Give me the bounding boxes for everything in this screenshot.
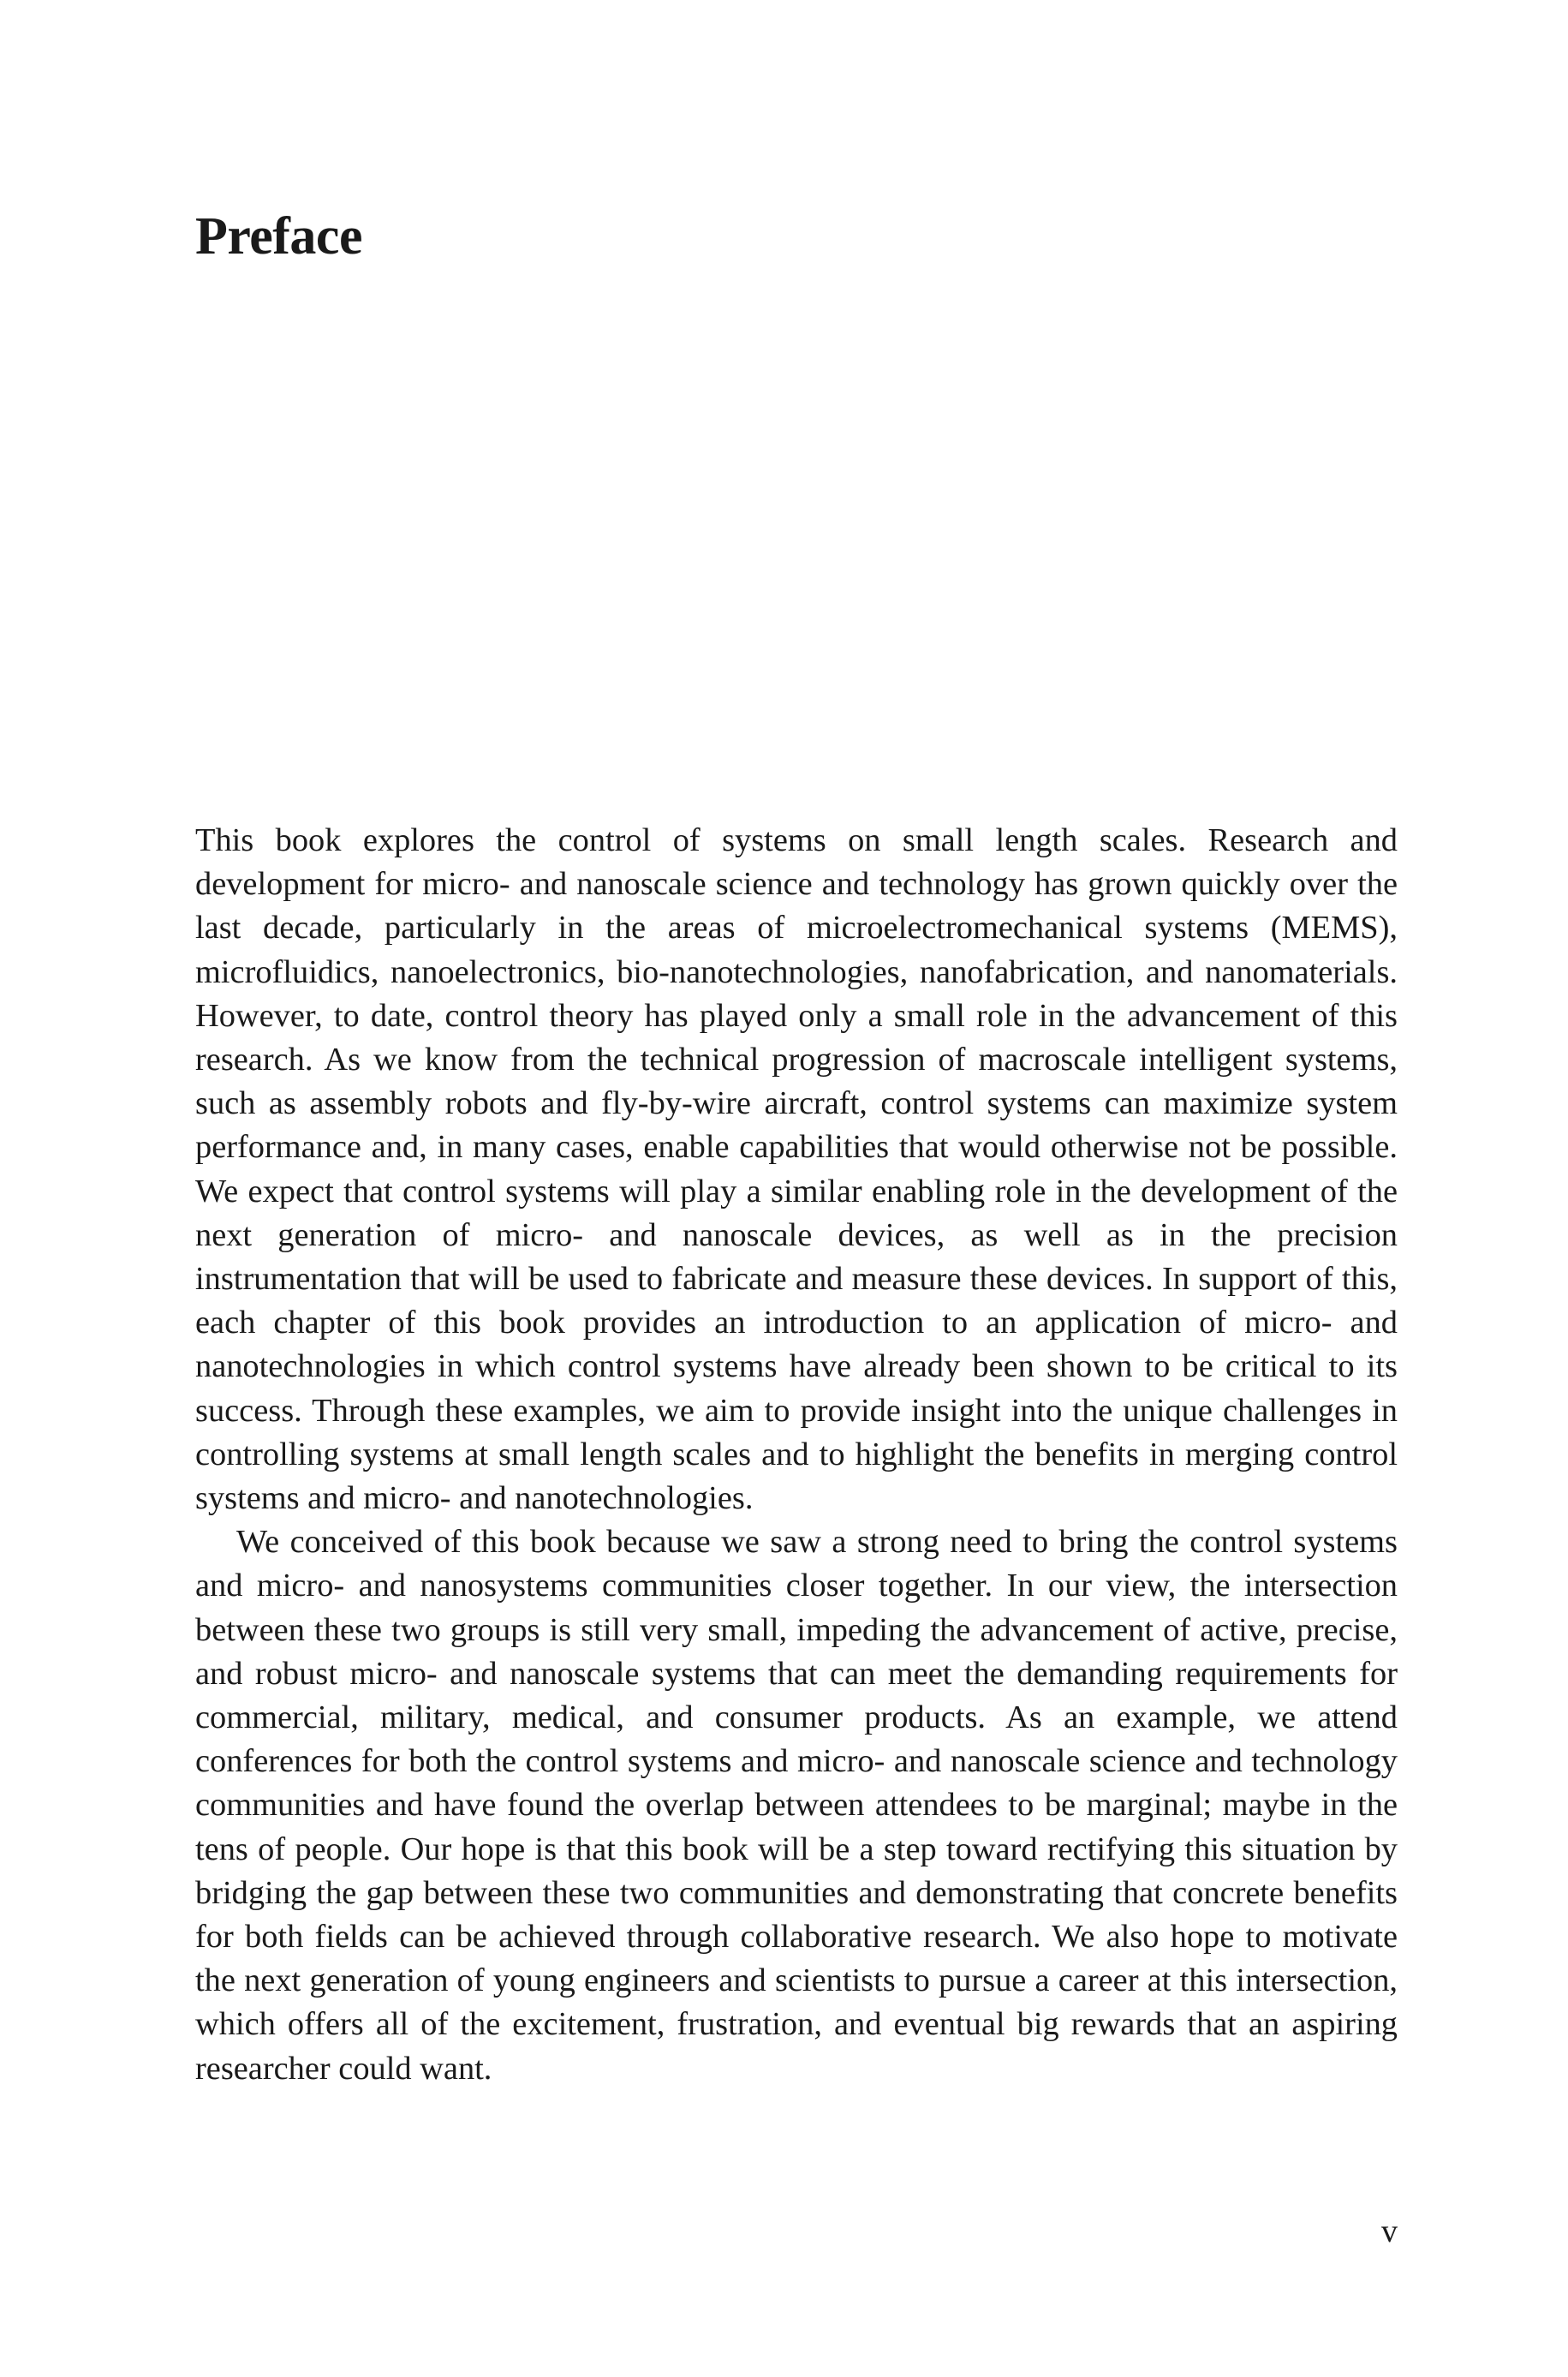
paragraph-2: We conceived of this book because we saw a strong need to bring the control systems and micro- and nanosystems communities closer together. In our view, the intersection between these two groups is still very small, impeding the advancement of active, precise, and robust micro- and nanoscale systems that can meet the demanding requirements for commercial, military, medical, and consumer products. As an example, we attend conferences for both the control systems and micro- and nanoscale science and technology communities and have found the overlap between attendees to be marginal; maybe in the tens of people. Our hope is that this book will be a step toward rectifying this situation by bridging the gap between these two communities and demonstrating that concrete benefits for both fields can be achieved through collaborative research. We also hope to motivate the next generation of young engineers and scientists to pursue a career at this intersection, which offers all of the excitement, frustration, and eventual big rewards that an aspiring researcher could want. (195, 1524, 1398, 2087)
page-number: v (1381, 2213, 1398, 2249)
paragraph-1: This book explores the control of systems on small length scales. Research and development for micro- and nanoscale science and technology has grown quickly over the last decade, particularly in the areas of microelectromechanical systems (MEMS), microfluidics, nanoelectronics, bio-nanotechnologies, nanofabrication, and nanomaterials. However, to date, control theory has played only a small role in the advancement of this research. As we know from the technical progression of macroscale intelligent systems, such as assembly robots and fly-by-wire aircraft, control systems can maximize system performance and, in many cases, enable capabilities that would otherwise not be possible. We expect that control systems will play a similar enabling role in the development of the next generation of micro- and nanoscale devices, as well as in the precision instrumentation that will be used to fabricate and measure these devices. In support of this, each chapter of this book provides an introduction to an application of micro- and nanotechnologies in which control systems have already been shown to be critical to its success. Through these examples, we aim to provide insight into the unique challenges in controlling systems at small length scales and to highlight the benefits in merging control systems and micro- and nanotechnologies. (195, 822, 1398, 1517)
body-text (195, 819, 1398, 2091)
page-title: Preface (195, 207, 362, 266)
